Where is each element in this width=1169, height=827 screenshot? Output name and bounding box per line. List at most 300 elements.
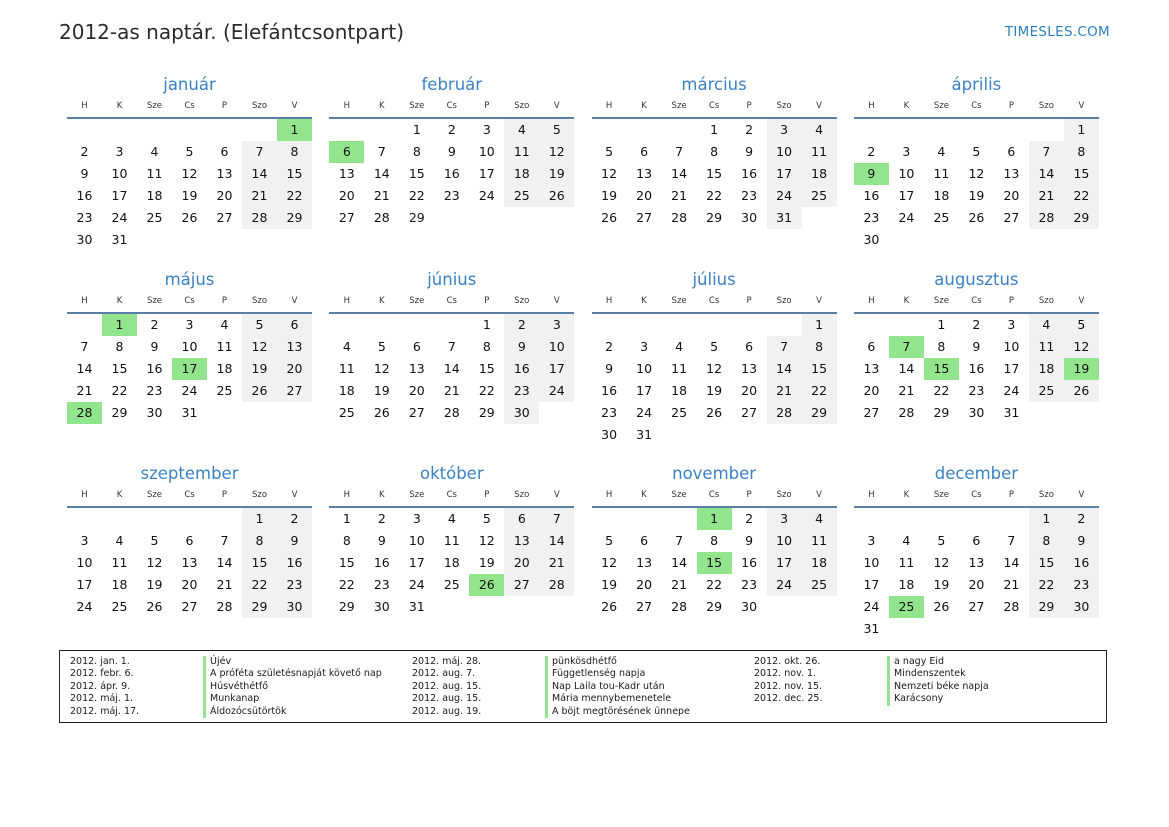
day-cell: 30 — [1064, 596, 1099, 618]
day-blank — [959, 508, 994, 530]
weekday-header — [67, 294, 312, 308]
day-cell: 3 — [867, 533, 876, 548]
day-cell: 28 — [539, 574, 574, 596]
day-blank — [1029, 119, 1064, 141]
legend-row — [70, 656, 412, 668]
day-cell: 7 — [539, 508, 574, 530]
day-cell: 17 — [1003, 360, 1020, 376]
weekday-label: Sze — [933, 295, 949, 306]
day-cell: 13 — [968, 555, 985, 570]
legend-row — [412, 706, 754, 718]
day-cell: 24 — [767, 574, 802, 596]
day-cell: 25 — [504, 185, 539, 207]
day-cell: 9 — [80, 166, 89, 181]
day-cell: 22 — [478, 382, 495, 398]
day-cell: 23 — [1064, 574, 1099, 596]
weekday-label: Szo — [776, 101, 792, 111]
day-cell: 12 — [601, 555, 618, 570]
legend-row — [70, 706, 412, 718]
day-cell: 5 — [482, 511, 491, 526]
day-cell: 23 — [601, 404, 618, 420]
legend-date: 2012. aug. 7. — [412, 668, 476, 680]
day-cell: 22 — [242, 574, 277, 596]
day-cell: 24 — [898, 210, 915, 225]
day-cell: 9 — [277, 530, 312, 552]
day-cell: 18 — [802, 163, 837, 185]
day-cell: 11 — [898, 555, 915, 570]
weekday-label: Cs — [446, 490, 457, 500]
day-cell: 7 — [1007, 533, 1016, 548]
day-cell: 26 — [933, 599, 950, 614]
day-cell: 7 — [447, 338, 456, 354]
day-cell: 29 — [242, 596, 277, 618]
day-cell: 25 — [1029, 380, 1064, 402]
day-cell: 13 — [408, 360, 425, 376]
day-cell: 12 — [1064, 336, 1099, 358]
weekday-label: Cs — [184, 490, 195, 500]
day-cell: 19 — [601, 188, 618, 203]
day-cell: 2 — [972, 316, 981, 332]
day-cell: 26 — [1064, 380, 1099, 402]
day-cell: 4 — [220, 316, 229, 332]
day-cell: 25 — [338, 404, 355, 420]
day-cell: 24 — [539, 380, 574, 402]
day-cell: 14 — [1003, 555, 1020, 570]
weekday-label: Szo — [251, 295, 268, 306]
day-cell: 29 — [933, 404, 950, 420]
weekday-label: K — [903, 101, 910, 111]
month-name: március — [681, 75, 747, 94]
weekday-label: Szo — [1038, 101, 1054, 111]
day-cell: 12 — [242, 336, 277, 358]
day-cell: 11 — [338, 360, 355, 376]
day-cell: 31 — [1003, 404, 1020, 420]
day-cell: 14 — [216, 555, 233, 570]
holiday-day-cell: 1 — [102, 314, 137, 336]
day-cell: 21 — [1003, 577, 1020, 592]
day-cell: 18 — [338, 382, 355, 398]
holiday-day-cell: 7 — [889, 336, 924, 358]
legend-holiday-name: Munkanap — [203, 693, 412, 705]
day-blank — [207, 508, 242, 530]
day-cell: 21 — [443, 382, 460, 398]
day-cell: 13 — [504, 530, 539, 552]
day-cell: 11 — [802, 141, 837, 163]
weekday-label: V — [1078, 295, 1085, 306]
month-0 — [67, 75, 312, 255]
day-cell: 27 — [504, 574, 539, 596]
holiday-day-cell: 1 — [697, 508, 732, 530]
day-cell: 27 — [636, 599, 653, 614]
day-cell: 6 — [972, 533, 981, 548]
day-cell: 10 — [478, 144, 495, 159]
weekday-header — [67, 99, 312, 113]
day-cell: 24 — [76, 599, 93, 614]
day-cell: 4 — [802, 508, 837, 530]
weekday-label: Szo — [251, 490, 268, 500]
day-cell: 14 — [539, 530, 574, 552]
day-blank — [924, 508, 959, 530]
weekday-label: V — [816, 101, 822, 111]
day-cell: 1 — [710, 122, 719, 137]
day-cell: 3 — [482, 122, 491, 137]
month-1 — [329, 75, 574, 255]
day-cell: 25 — [443, 577, 460, 592]
day-cell: 13 — [636, 555, 653, 570]
weekday-header — [854, 294, 1099, 308]
day-cell: 12 — [478, 533, 495, 548]
weekday-label: Szo — [251, 101, 268, 111]
day-blank — [172, 508, 207, 530]
day-cell: 29 — [277, 207, 312, 229]
day-cell: 13 — [1003, 166, 1020, 181]
legend-holiday-name: pünkösdhétfő — [545, 656, 754, 668]
day-cell: 9 — [377, 533, 386, 548]
day-cell: 25 — [933, 210, 950, 225]
day-cell: 3 — [80, 533, 89, 548]
day-cell: 9 — [504, 336, 539, 358]
day-cell: 4 — [447, 511, 456, 526]
day-cell: 12 — [601, 166, 618, 181]
day-cell: 29 — [802, 402, 837, 424]
day-cell: 12 — [146, 555, 163, 570]
day-cell: 27 — [181, 599, 198, 614]
month-8 — [67, 464, 312, 644]
day-cell: 14 — [242, 163, 277, 185]
month-name: február — [421, 75, 483, 94]
weekday-label: Cs — [708, 101, 720, 111]
day-cell: 29 — [478, 404, 495, 420]
day-cell: 16 — [443, 166, 460, 181]
weekday-header — [67, 488, 312, 502]
day-cell: 24 — [478, 188, 495, 203]
day-cell: 1 — [937, 316, 946, 332]
day-cell: 3 — [185, 316, 194, 332]
day-cell: 13 — [277, 336, 312, 358]
weekday-label: Cs — [446, 101, 457, 111]
day-blank — [662, 314, 697, 336]
day-cell: 3 — [902, 144, 911, 159]
day-blank — [137, 119, 172, 141]
day-cell: 19 — [968, 188, 985, 203]
day-cell: 11 — [504, 141, 539, 163]
day-cell: 15 — [242, 552, 277, 574]
legend-row — [412, 656, 754, 668]
day-cell: 26 — [539, 185, 574, 207]
day-cell: 17 — [478, 166, 495, 181]
day-cell: 28 — [898, 404, 915, 420]
day-cell: 16 — [741, 555, 758, 570]
day-blank — [67, 119, 102, 141]
weekday-label: Szo — [514, 295, 530, 306]
day-cell: 15 — [478, 360, 495, 376]
day-cell: 28 — [216, 599, 233, 614]
month-name: április — [951, 75, 1002, 94]
day-cell: 19 — [933, 577, 950, 592]
month-2 — [592, 75, 837, 255]
weekday-label: P — [221, 490, 228, 500]
weekday-label: P — [746, 490, 752, 500]
day-cell: 25 — [146, 210, 163, 225]
day-cell: 28 — [242, 207, 277, 229]
day-blank — [854, 314, 889, 336]
day-cell: 28 — [1029, 207, 1064, 229]
day-cell: 11 — [1029, 336, 1064, 358]
day-cell: 7 — [1029, 141, 1064, 163]
day-cell: 4 — [902, 533, 911, 548]
day-cell: 8 — [937, 338, 946, 354]
day-blank — [67, 508, 102, 530]
day-cell: 26 — [373, 404, 390, 420]
weekday-label: Sze — [671, 295, 687, 306]
legend-row — [412, 668, 754, 680]
day-cell: 10 — [898, 166, 915, 181]
legend-row — [754, 681, 1096, 693]
day-cell: 30 — [741, 599, 758, 614]
weekday-label: K — [641, 490, 647, 500]
legend-row — [70, 681, 412, 693]
day-cell: 31 — [181, 404, 198, 420]
day-cell: 16 — [863, 188, 880, 203]
day-cell: 28 — [767, 402, 802, 424]
day-cell: 28 — [671, 210, 688, 225]
day-blank — [434, 314, 469, 336]
month-11 — [854, 464, 1099, 644]
day-cell: 18 — [802, 552, 837, 574]
holiday-day-cell: 1 — [277, 119, 312, 141]
weekday-label: V — [1078, 101, 1085, 111]
day-blank — [592, 314, 627, 336]
weekday-label: Sze — [933, 490, 949, 500]
weekday-label: P — [484, 295, 490, 306]
day-cell: 4 — [937, 144, 946, 159]
day-cell: 27 — [636, 210, 653, 225]
legend-holiday-name: Nap Laila tou-Kadr után — [545, 681, 754, 693]
day-cell: 22 — [338, 577, 355, 592]
day-cell: 12 — [181, 166, 198, 181]
day-cell: 16 — [373, 555, 390, 570]
legend-date: 2012. okt. 26. — [754, 656, 821, 667]
day-cell: 20 — [741, 382, 758, 398]
day-cell: 26 — [146, 599, 163, 614]
weekday-label: Cs — [971, 101, 982, 111]
weekday-header — [329, 488, 574, 502]
legend-holiday-name: Áldozócsütörtök — [203, 706, 412, 718]
day-blank — [137, 508, 172, 530]
day-cell: 12 — [968, 166, 985, 181]
weekday-label: Szo — [776, 490, 792, 500]
day-cell: 22 — [706, 577, 723, 592]
day-cell: 1 — [412, 122, 421, 137]
day-cell: 2 — [80, 144, 89, 159]
day-cell: 26 — [706, 404, 723, 420]
day-cell: 18 — [898, 577, 915, 592]
day-cell: 6 — [640, 533, 649, 548]
day-cell: 22 — [277, 185, 312, 207]
day-cell: 6 — [220, 144, 229, 159]
day-cell: 15 — [277, 163, 312, 185]
day-cell: 8 — [1064, 141, 1099, 163]
legend-date: 2012. máj. 28. — [412, 656, 482, 667]
day-cell: 30 — [504, 402, 539, 424]
day-cell: 6 — [1007, 144, 1016, 159]
day-cell: 14 — [671, 166, 688, 181]
day-cell: 9 — [1064, 530, 1099, 552]
day-cell: 23 — [863, 210, 880, 225]
day-cell: 6 — [277, 314, 312, 336]
weekday-label: P — [484, 490, 490, 500]
weekday-label: V — [816, 295, 822, 306]
day-cell: 8 — [482, 338, 491, 354]
day-cell: 1 — [802, 314, 837, 336]
day-blank — [172, 119, 207, 141]
day-cell: 30 — [146, 404, 163, 420]
legend-row — [754, 656, 1096, 668]
weekday-label: V — [291, 490, 298, 500]
day-cell: 8 — [710, 533, 719, 548]
day-cell: 21 — [373, 188, 390, 203]
day-cell: 7 — [377, 144, 386, 159]
weekday-label: V — [291, 101, 298, 111]
day-cell: 5 — [972, 144, 981, 159]
day-cell: 2 — [1064, 508, 1099, 530]
legend-date: 2012. máj. 17. — [70, 705, 140, 717]
day-cell: 13 — [216, 166, 233, 181]
legend-date: 2012. máj. 1. — [70, 693, 134, 705]
day-cell: 25 — [802, 185, 837, 207]
day-cell: 27 — [863, 404, 880, 420]
day-cell: 3 — [412, 511, 421, 526]
day-cell: 3 — [767, 119, 802, 141]
day-cell: 3 — [539, 314, 574, 336]
day-cell: 13 — [863, 360, 880, 376]
weekday-label: Cs — [971, 295, 982, 306]
weekday-label: P — [221, 295, 228, 306]
weekday-label: V — [816, 490, 822, 500]
day-cell: 18 — [671, 382, 688, 398]
weekday-label: H — [605, 295, 613, 306]
weekday-label: Sze — [409, 490, 425, 500]
day-cell: 15 — [111, 360, 128, 376]
month-name: május — [164, 269, 215, 289]
day-cell: 8 — [802, 336, 837, 358]
site-link[interactable]: TIMESLES.COM — [1004, 24, 1110, 40]
day-cell: 20 — [338, 188, 355, 203]
day-cell: 6 — [745, 338, 754, 354]
day-blank — [364, 314, 399, 336]
day-cell: 12 — [706, 360, 723, 376]
day-cell: 14 — [671, 555, 688, 570]
day-cell: 20 — [408, 382, 425, 398]
weekday-label: H — [81, 490, 88, 500]
day-cell: 27 — [408, 404, 425, 420]
day-cell: 11 — [146, 166, 163, 181]
day-cell: 25 — [216, 382, 233, 398]
weekday-label: Cs — [184, 295, 195, 306]
day-cell: 9 — [150, 338, 159, 354]
day-cell: 16 — [277, 552, 312, 574]
day-cell: 26 — [601, 210, 618, 225]
weekday-label: K — [903, 490, 910, 500]
day-cell: 18 — [216, 360, 233, 376]
day-cell: 17 — [111, 188, 128, 203]
day-cell: 20 — [636, 188, 653, 203]
weekday-label: K — [379, 101, 385, 111]
weekday-label: K — [116, 490, 123, 500]
month-name: augusztus — [934, 269, 1019, 289]
day-cell: 12 — [539, 141, 574, 163]
day-cell: 16 — [76, 188, 93, 203]
month-name: december — [934, 464, 1019, 483]
day-cell: 25 — [802, 574, 837, 596]
day-cell: 22 — [802, 380, 837, 402]
day-cell: 4 — [115, 533, 124, 548]
day-blank — [854, 119, 889, 141]
day-cell: 31 — [408, 599, 425, 614]
weekday-label: H — [343, 295, 350, 306]
day-cell: 10 — [181, 338, 198, 354]
holiday-day-cell: 25 — [889, 596, 924, 618]
day-blank — [102, 119, 137, 141]
day-cell: 8 — [115, 338, 124, 354]
day-cell: 13 — [338, 166, 355, 181]
day-cell: 3 — [640, 338, 649, 354]
weekday-label: V — [291, 295, 298, 306]
weekday-label: Sze — [933, 101, 949, 111]
day-cell: 20 — [181, 577, 198, 592]
weekday-header — [854, 488, 1099, 502]
day-cell: 26 — [601, 599, 618, 614]
day-cell: 11 — [933, 166, 950, 181]
day-cell: 15 — [338, 555, 355, 570]
day-cell: 5 — [377, 338, 386, 354]
weekday-label: V — [553, 295, 560, 306]
day-cell: 18 — [146, 188, 163, 203]
day-cell: 22 — [111, 382, 128, 398]
day-cell: 31 — [863, 621, 880, 636]
day-cell: 30 — [76, 232, 93, 247]
month-5 — [329, 270, 574, 450]
holiday-day-cell: 28 — [67, 402, 102, 424]
day-blank — [767, 314, 802, 336]
day-cell: 10 — [767, 530, 802, 552]
day-cell: 21 — [671, 577, 688, 592]
day-cell: 20 — [863, 382, 880, 398]
holiday-legend — [59, 650, 1107, 723]
day-grid — [592, 119, 837, 229]
legend-column — [754, 656, 1096, 722]
day-cell: 16 — [146, 360, 163, 376]
day-cell: 14 — [898, 360, 915, 376]
day-cell: 23 — [443, 188, 460, 203]
weekday-label: P — [221, 101, 228, 111]
weekday-label: Sze — [146, 295, 163, 306]
month-7 — [854, 270, 1099, 450]
day-blank — [994, 508, 1029, 530]
day-grid — [67, 314, 312, 424]
weekday-label: K — [116, 101, 123, 111]
day-cell: 27 — [1003, 210, 1020, 225]
day-blank — [889, 508, 924, 530]
day-cell: 11 — [671, 360, 688, 376]
day-cell: 9 — [605, 360, 614, 376]
day-cell: 19 — [373, 382, 390, 398]
weekday-label: P — [1008, 490, 1014, 500]
day-blank — [662, 119, 697, 141]
day-grid — [592, 508, 837, 618]
weekday-label: Cs — [446, 295, 457, 306]
legend-date: 2012. nov. 1. — [754, 668, 817, 680]
